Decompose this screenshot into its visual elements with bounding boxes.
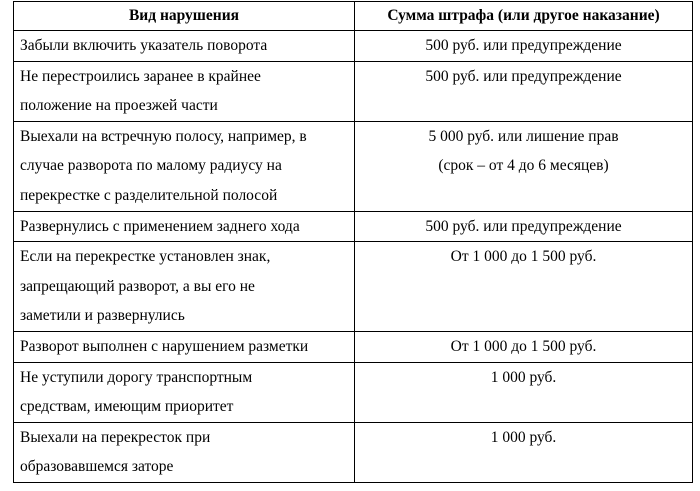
violation-cell xyxy=(14,331,355,362)
header-violation: Вид нарушения xyxy=(14,2,355,31)
penalty-text: 5 000 руб. или лишение прав xyxy=(428,127,619,145)
table-row xyxy=(14,121,693,211)
table-row xyxy=(14,211,693,242)
penalty-text: 500 руб. или предупреждение xyxy=(425,217,622,235)
penalty-cell xyxy=(355,331,693,362)
violation-text: положение на проезжей части xyxy=(20,97,218,115)
violation-text: Разворот выполнен с нарушением разметки xyxy=(20,337,309,355)
penalty-text: 500 руб. или предупреждение xyxy=(425,37,622,54)
violation-text: Если на перекрестке установлен знак, xyxy=(20,248,271,266)
table-header-row xyxy=(14,2,693,31)
penalty-text: От 1 000 до 1 500 руб. xyxy=(450,248,597,266)
penalty-cell xyxy=(355,211,693,242)
violation-cell xyxy=(14,422,355,482)
violation-cell xyxy=(14,31,355,62)
violation-text: случае разворота по малому радиусу на xyxy=(20,157,282,175)
penalty-cell xyxy=(355,422,693,482)
penalty-text: (срок – от 4 до 6 месяцев) xyxy=(438,157,609,175)
violation-text: запрещающий разворот, а вы его не xyxy=(20,277,255,295)
penalty-text: 1 000 руб. xyxy=(490,428,557,446)
violation-cell xyxy=(14,211,355,242)
violation-cell xyxy=(14,242,355,332)
table-row xyxy=(14,31,693,62)
violation-text: Не перестроились заранее в крайнее xyxy=(20,67,261,85)
penalty-cell xyxy=(355,242,693,332)
violation-cell xyxy=(14,61,355,121)
violation-cell xyxy=(14,121,355,211)
penalty-cell xyxy=(355,362,693,422)
penalty-text: От 1 000 до 1 500 руб. xyxy=(450,337,597,355)
violation-text: образовавшемся заторе xyxy=(20,458,174,476)
penalty-text: 500 руб. или предупреждение xyxy=(425,67,622,85)
table-row xyxy=(14,242,693,332)
violation-text: Забыли включить указатель поворота xyxy=(20,37,268,54)
fines-table xyxy=(13,1,693,483)
violation-text: средствам, имеющим приоритет xyxy=(20,398,234,416)
violation-cell xyxy=(14,362,355,422)
table-row xyxy=(14,422,693,482)
penalty-cell xyxy=(355,121,693,211)
penalty-cell xyxy=(355,61,693,121)
table-row xyxy=(14,61,693,121)
violation-text: Развернулись с применением заднего хода xyxy=(20,217,300,235)
table-row xyxy=(14,362,693,422)
violation-text: перекрестке с разделительной полосой xyxy=(20,186,278,204)
violation-text: Не уступили дорогу транспортным xyxy=(20,368,253,386)
penalty-text: 1 000 руб. xyxy=(490,368,557,386)
violation-text: Выехали на встречную полосу, например, в xyxy=(20,127,307,145)
table-row xyxy=(14,331,693,362)
header-penalty: Сумма штрафа (или другое наказание) xyxy=(355,2,693,31)
fines-table-container xyxy=(13,1,692,483)
penalty-cell xyxy=(355,31,693,62)
violation-text: заметили и развернулись xyxy=(20,307,185,325)
violation-text: Выехали на перекресток при xyxy=(20,428,211,446)
